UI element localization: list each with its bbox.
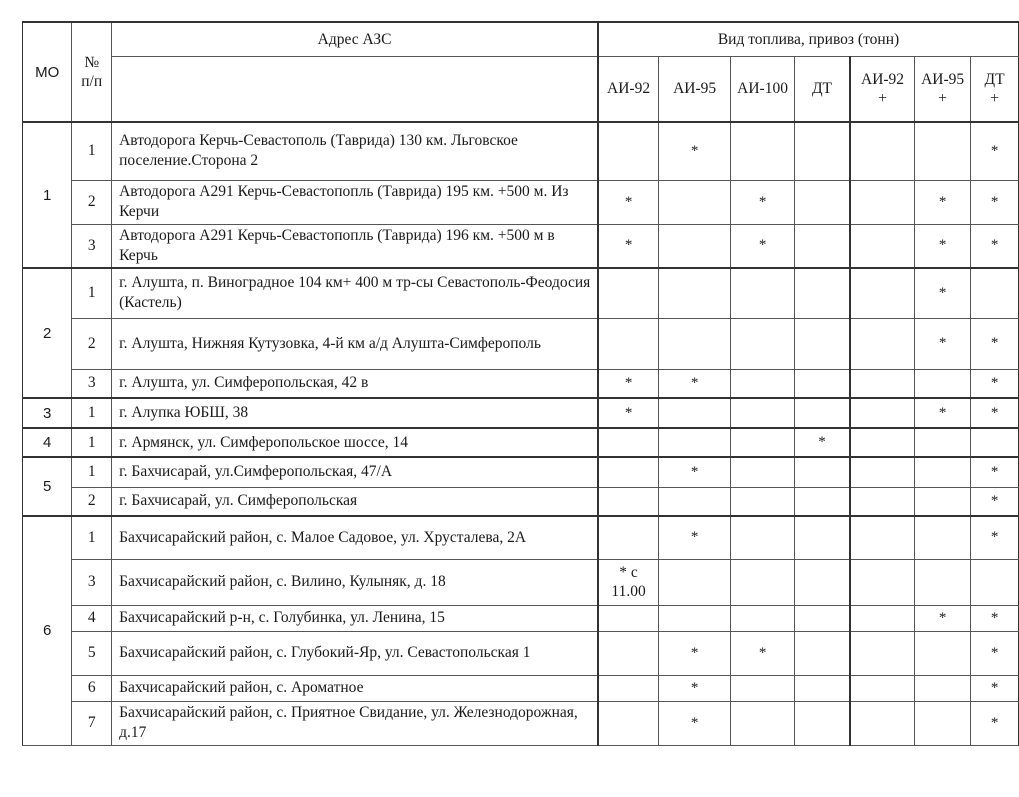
fuel-cell-2 (731, 605, 795, 631)
fuel-cell-2 (731, 268, 795, 318)
fuel-cell-2 (731, 318, 795, 369)
row-number: 1 (72, 398, 112, 428)
header-num: № п/п (72, 22, 112, 122)
fuel-cell-6: * (971, 675, 1019, 701)
fuel-cell-4 (850, 487, 915, 516)
fuel-cell-2: * (731, 180, 795, 224)
station-address: Автодорога Керчь-Севастополь (Таврида) 130 км. Льговское поселение.Сторона 2 (112, 122, 598, 180)
fuel-cell-2 (731, 122, 795, 180)
station-address: Бахчисарайский район, с. Приятное Свидание, ул. Железнодорожная, д.17 (112, 701, 598, 745)
table-row (23, 180, 1019, 224)
fuel-cell-4 (850, 318, 915, 369)
header-fuel-4: АИ-92 + (850, 56, 915, 122)
fuel-cell-4 (850, 180, 915, 224)
fuel-cell-4 (850, 398, 915, 428)
fuel-cell-4 (850, 369, 915, 398)
fuel-cell-2 (731, 516, 795, 559)
fuel-cell-1: * (659, 675, 731, 701)
fuel-cell-4 (850, 631, 915, 675)
fuel-cell-3 (794, 559, 850, 605)
fuel-cell-6: * (971, 122, 1019, 180)
row-number: 1 (72, 122, 112, 180)
fuel-cell-0 (598, 428, 659, 457)
fuel-cell-0: * (598, 369, 659, 398)
table-row (23, 701, 1019, 745)
fuel-cell-3 (794, 318, 850, 369)
table-row (23, 318, 1019, 369)
table-row (23, 398, 1019, 428)
fuel-cell-4 (850, 268, 915, 318)
row-number: 1 (72, 268, 112, 318)
table-row (23, 369, 1019, 398)
station-address: г. Армянск, ул. Симферопольское шоссе, 14 (112, 428, 598, 457)
table-row (23, 122, 1019, 180)
fuel-cell-6: * (971, 631, 1019, 675)
fuel-cell-2: * (731, 224, 795, 268)
header-fuel-3: ДТ (794, 56, 850, 122)
fuel-cell-6: * (971, 487, 1019, 516)
station-address: г. Алупка ЮБШ, 38 (112, 398, 598, 428)
fuel-cell-4 (850, 224, 915, 268)
fuel-cell-3 (794, 487, 850, 516)
station-address: Бахчисарайский район, с. Ароматное (112, 675, 598, 701)
row-number: 2 (72, 180, 112, 224)
table-row (23, 428, 1019, 457)
row-number: 1 (72, 516, 112, 559)
fuel-cell-6: * (971, 224, 1019, 268)
fuel-cell-2 (731, 487, 795, 516)
row-number: 4 (72, 605, 112, 631)
row-number: 6 (72, 675, 112, 701)
fuel-cell-6: * (971, 398, 1019, 428)
fuel-cell-1: * (659, 457, 731, 487)
fuel-cell-0: * (598, 224, 659, 268)
mo-cell: 2 (23, 268, 72, 398)
fuel-cell-2 (731, 428, 795, 457)
fuel-cell-5: * (915, 398, 971, 428)
header-fuel-1: АИ-95 (659, 56, 731, 122)
fuel-cell-6: * (971, 516, 1019, 559)
table-row (23, 487, 1019, 516)
fuel-cell-0 (598, 675, 659, 701)
fuel-cell-5 (915, 559, 971, 605)
table-row (23, 457, 1019, 487)
fuel-cell-3 (794, 457, 850, 487)
station-address: Бахчисарайский район, с. Глубокий-Яр, ул. Севастопольская 1 (112, 631, 598, 675)
fuel-cell-1 (659, 318, 731, 369)
fuel-cell-0 (598, 631, 659, 675)
row-number: 1 (72, 428, 112, 457)
station-address: г. Алушта, Нижняя Кутузовка, 4-й км а/д Алушта-Симферополь (112, 318, 598, 369)
row-number: 5 (72, 631, 112, 675)
fuel-cell-4 (850, 122, 915, 180)
header-fuel-2: АИ-100 (731, 56, 795, 122)
row-number: 2 (72, 318, 112, 369)
fuel-stations-table (22, 21, 1019, 746)
fuel-cell-1: * (659, 516, 731, 559)
fuel-cell-5 (915, 428, 971, 457)
fuel-cell-5 (915, 369, 971, 398)
station-address: Автодорога А291 Керчь-Севастопопль (Таврида) 196 км. +500 м в Керчь (112, 224, 598, 268)
fuel-cell-1 (659, 428, 731, 457)
fuel-cell-0 (598, 516, 659, 559)
fuel-cell-3 (794, 224, 850, 268)
fuel-cell-1 (659, 487, 731, 516)
fuel-cell-5 (915, 122, 971, 180)
table-row (23, 268, 1019, 318)
mo-cell: 3 (23, 398, 72, 428)
fuel-cell-5 (915, 487, 971, 516)
fuel-cell-0: * (598, 398, 659, 428)
fuel-cell-4 (850, 457, 915, 487)
fuel-cell-4 (850, 428, 915, 457)
fuel-cell-6: * (971, 457, 1019, 487)
fuel-cell-4 (850, 701, 915, 745)
fuel-cell-3 (794, 701, 850, 745)
row-number: 7 (72, 701, 112, 745)
table-row (23, 631, 1019, 675)
fuel-cell-4 (850, 559, 915, 605)
fuel-cell-1: * (659, 369, 731, 398)
fuel-cell-3 (794, 398, 850, 428)
fuel-cell-5: * (915, 318, 971, 369)
table-row (23, 559, 1019, 605)
fuel-cell-4 (850, 675, 915, 701)
mo-cell: 5 (23, 457, 72, 516)
fuel-cell-6: * (971, 369, 1019, 398)
table-row (23, 516, 1019, 559)
fuel-cell-2 (731, 675, 795, 701)
fuel-cell-3: * (794, 428, 850, 457)
fuel-cell-5 (915, 701, 971, 745)
fuel-cell-2 (731, 369, 795, 398)
fuel-cell-6 (971, 268, 1019, 318)
fuel-cell-2 (731, 701, 795, 745)
fuel-cell-3 (794, 605, 850, 631)
fuel-cell-0 (598, 701, 659, 745)
header-address-empty (112, 56, 598, 122)
fuel-cell-0: * с 11.00 (598, 559, 659, 605)
fuel-cell-2 (731, 398, 795, 428)
fuel-cell-6: * (971, 605, 1019, 631)
fuel-cell-0: * (598, 180, 659, 224)
fuel-cell-4 (850, 516, 915, 559)
fuel-cell-2: * (731, 631, 795, 675)
fuel-cell-3 (794, 631, 850, 675)
fuel-cell-0 (598, 487, 659, 516)
fuel-cell-0 (598, 457, 659, 487)
header-address: Адрес АЗС (112, 22, 598, 56)
fuel-cell-0 (598, 122, 659, 180)
fuel-cell-4 (850, 605, 915, 631)
station-address: Бахчисарайский район, с. Вилино, Кулыняк, д. 18 (112, 559, 598, 605)
fuel-cell-3 (794, 516, 850, 559)
fuel-cell-0 (598, 268, 659, 318)
fuel-cell-3 (794, 675, 850, 701)
fuel-cell-1 (659, 398, 731, 428)
station-address: Бахчисарайский район, с. Малое Садовое, ул. Хрусталева, 2А (112, 516, 598, 559)
fuel-cell-5 (915, 631, 971, 675)
fuel-cell-5: * (915, 605, 971, 631)
station-address: г. Бахчисарай, ул.Симферопольская, 47/А (112, 457, 598, 487)
fuel-cell-5 (915, 675, 971, 701)
fuel-cell-6 (971, 428, 1019, 457)
fuel-cell-1 (659, 605, 731, 631)
fuel-cell-5 (915, 457, 971, 487)
fuel-cell-1 (659, 180, 731, 224)
table-row (23, 675, 1019, 701)
fuel-cell-5: * (915, 268, 971, 318)
fuel-cell-1 (659, 559, 731, 605)
header-fuel-group: Вид топлива, привоз (тонн) (598, 22, 1018, 56)
table-row (23, 224, 1019, 268)
row-number: 3 (72, 559, 112, 605)
fuel-cell-3 (794, 122, 850, 180)
station-address: г. Алушта, п. Виноградное 104 км+ 400 м тр-сы Севастополь-Феодосия (Кастель) (112, 268, 598, 318)
fuel-cell-1 (659, 268, 731, 318)
row-number: 3 (72, 369, 112, 398)
mo-cell: 1 (23, 122, 72, 268)
station-address: г. Алушта, ул. Симферопольская, 42 в (112, 369, 598, 398)
fuel-cell-6: * (971, 318, 1019, 369)
fuel-cell-6: * (971, 180, 1019, 224)
fuel-cell-3 (794, 180, 850, 224)
fuel-cell-3 (794, 268, 850, 318)
fuel-cell-1: * (659, 701, 731, 745)
table-row (23, 605, 1019, 631)
fuel-cell-2 (731, 457, 795, 487)
fuel-cell-0 (598, 318, 659, 369)
fuel-cell-5: * (915, 180, 971, 224)
mo-cell: 4 (23, 428, 72, 457)
mo-cell: 6 (23, 516, 72, 745)
fuel-cell-5 (915, 516, 971, 559)
fuel-cell-1: * (659, 122, 731, 180)
fuel-cell-3 (794, 369, 850, 398)
row-number: 1 (72, 457, 112, 487)
fuel-cell-1: * (659, 631, 731, 675)
row-number: 2 (72, 487, 112, 516)
station-address: Бахчисарайский р-н, с. Голубинка, ул. Ленина, 15 (112, 605, 598, 631)
fuel-cell-5: * (915, 224, 971, 268)
row-number: 3 (72, 224, 112, 268)
header-fuel-5: АИ-95 + (915, 56, 971, 122)
header-fuel-0: АИ-92 (598, 56, 659, 122)
fuel-cell-6: * (971, 701, 1019, 745)
fuel-cell-2 (731, 559, 795, 605)
fuel-cell-1 (659, 224, 731, 268)
station-address: Автодорога А291 Керчь-Севастопопль (Таврида) 195 км. +500 м. Из Керчи (112, 180, 598, 224)
station-address: г. Бахчисарай, ул. Симферопольская (112, 487, 598, 516)
header-fuel-6: ДТ + (971, 56, 1019, 122)
fuel-cell-0 (598, 605, 659, 631)
header-mo: МО (23, 22, 72, 122)
fuel-cell-6 (971, 559, 1019, 605)
